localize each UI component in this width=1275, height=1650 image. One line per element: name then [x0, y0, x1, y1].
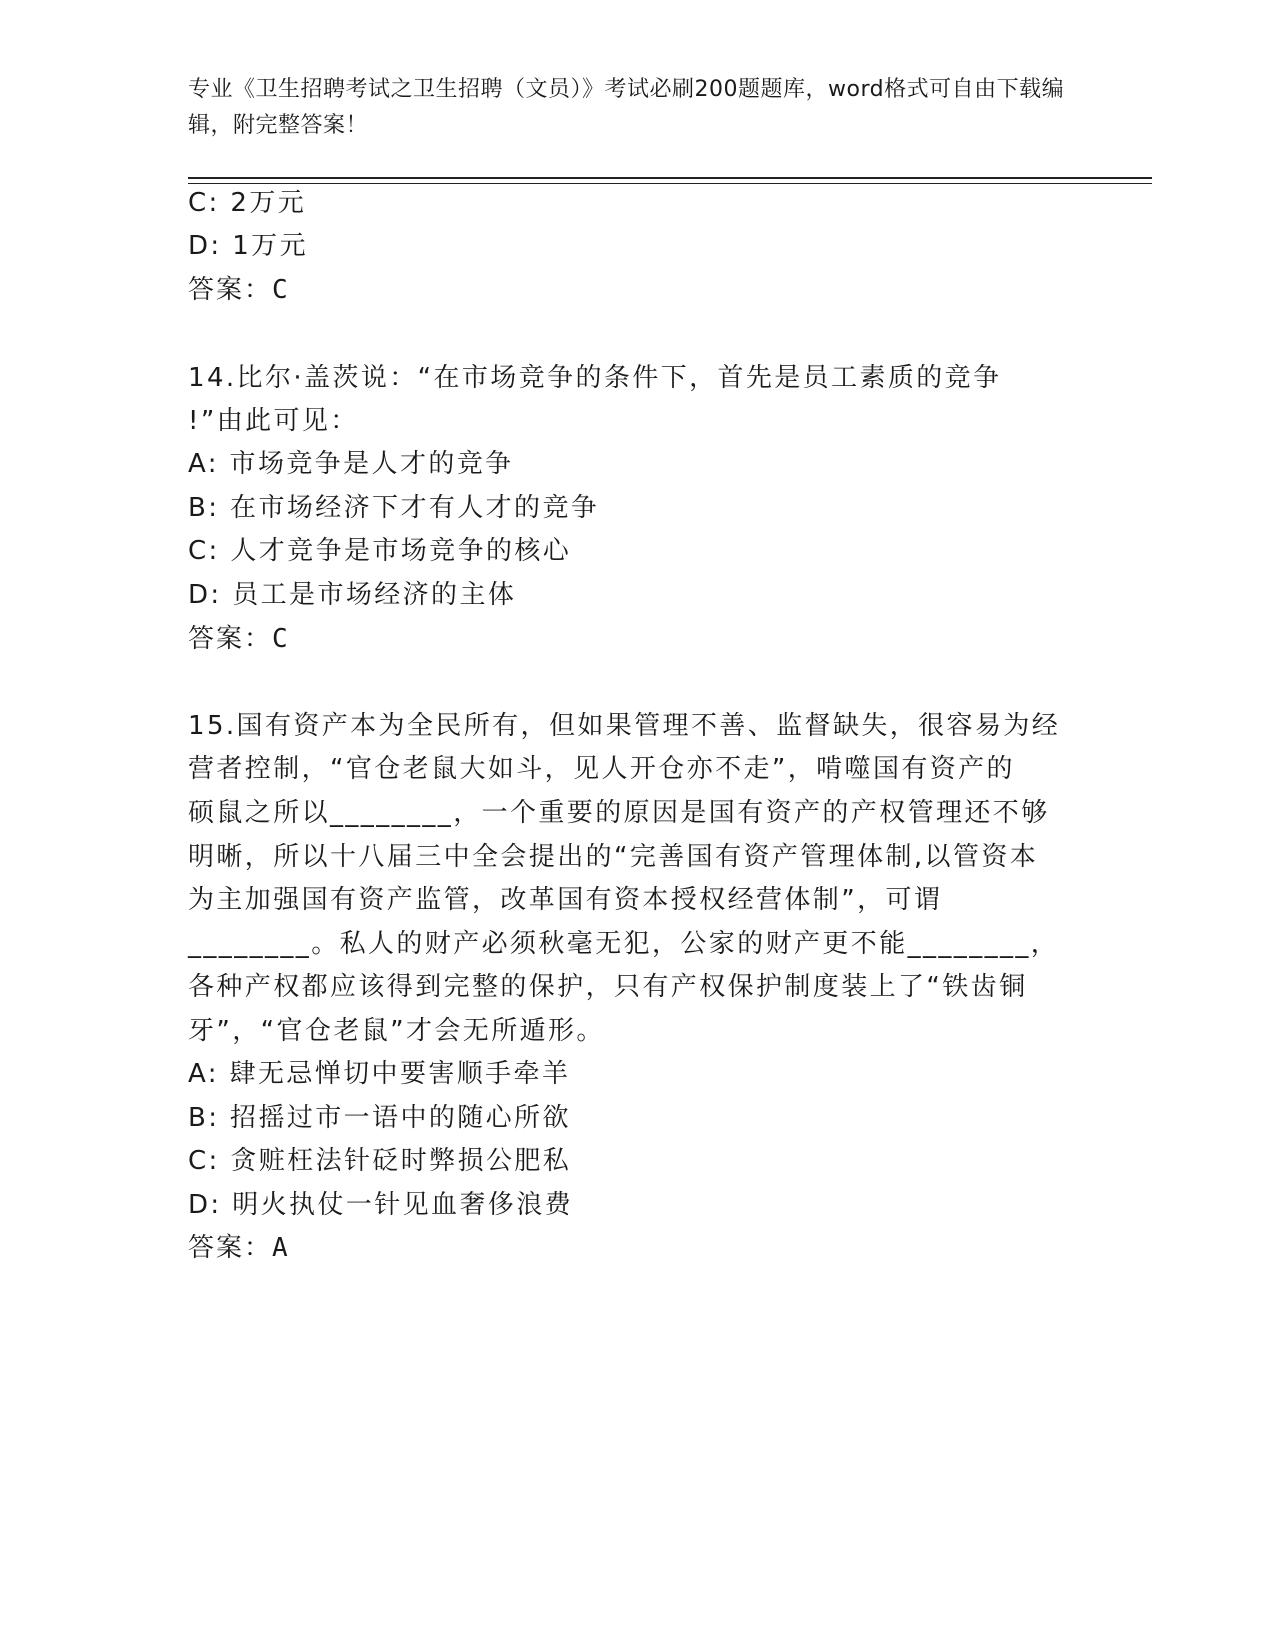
q14-option-c: C: 人才竞争是市场竞争的核心	[188, 536, 572, 566]
q13-answer-value: C	[272, 275, 288, 305]
q15-stem-line-3: 硕鼠之所以________，一个重要的原因是国有资产的产权管理还不够	[188, 798, 1050, 828]
q14-option-d: D: 员工是市场经济的主体	[188, 580, 517, 610]
q15-stem-line-1: 15.国有资产本为全民所有，但如果管理不善、监督缺失，很容易为经	[188, 711, 1061, 741]
q15-answer	[188, 1233, 288, 1263]
q13-answer	[188, 275, 288, 305]
q14-answer	[188, 624, 288, 654]
q15-option-d: D: 明火执仗一针见血奢侈浪费	[188, 1190, 574, 1220]
q15-stem-line-8: 牙”，“官仓老鼠”才会无所遁形。	[188, 1016, 605, 1046]
q14-answer-value: C	[272, 624, 288, 654]
q14-stem-line-1: 14.比尔·盖茨说：“在市场竞争的条件下，首先是员工素质的竞争	[188, 363, 1002, 393]
q13-option-d: D: 1万元	[188, 231, 308, 261]
page-header: 专业《卫生招聘考试之卫生招聘（文员）》考试必刷200题题库，word格式可自由下载编辑，附完整答案！	[188, 77, 1065, 138]
q15-stem-line-7: 各种产权都应该得到完整的保护，只有产权保护制度装上了“铁齿铜	[188, 972, 1028, 1002]
q15-option-c: C: 贪赃枉法针砭时弊损公肥私	[188, 1146, 572, 1176]
header-rule-thick	[188, 177, 1152, 179]
q15-stem-line-5: 为主加强国有资产监管，改革国有资本授权经营体制”，可谓	[188, 885, 943, 915]
q15-answer-label: 答案：	[188, 1233, 273, 1263]
q15-option-a: A: 肆无忌惮切中要害顺手牵羊	[188, 1059, 571, 1089]
q15-stem-line-2: 营者控制，“官仓老鼠大如斗，见人开仓亦不走”，啃噬国有资产的	[188, 754, 1015, 784]
header-rule-thin	[188, 183, 1152, 184]
q14-option-a: A: 市场竞争是人才的竞争	[188, 449, 514, 479]
q14-option-b: B: 在市场经济下才有人才的竞争	[188, 493, 600, 523]
q13-option-c: C: 2万元	[188, 188, 307, 218]
q14-stem-line-2: !”由此可见：	[188, 406, 359, 436]
q15-option-b: B: 招摇过市一语中的随心所欲	[188, 1103, 571, 1133]
q15-stem-line-4: 明晰，所以十八届三中全会提出的“完善国有资产管理体制,以管资本	[188, 842, 1039, 872]
q15-stem-line-6: ________。私人的财产必须秋毫无犯，公家的财产更不能________，	[188, 929, 1060, 959]
q15-answer-value: A	[272, 1233, 288, 1263]
q14-answer-label: 答案：	[188, 624, 273, 654]
q13-answer-label: 答案：	[188, 275, 273, 305]
